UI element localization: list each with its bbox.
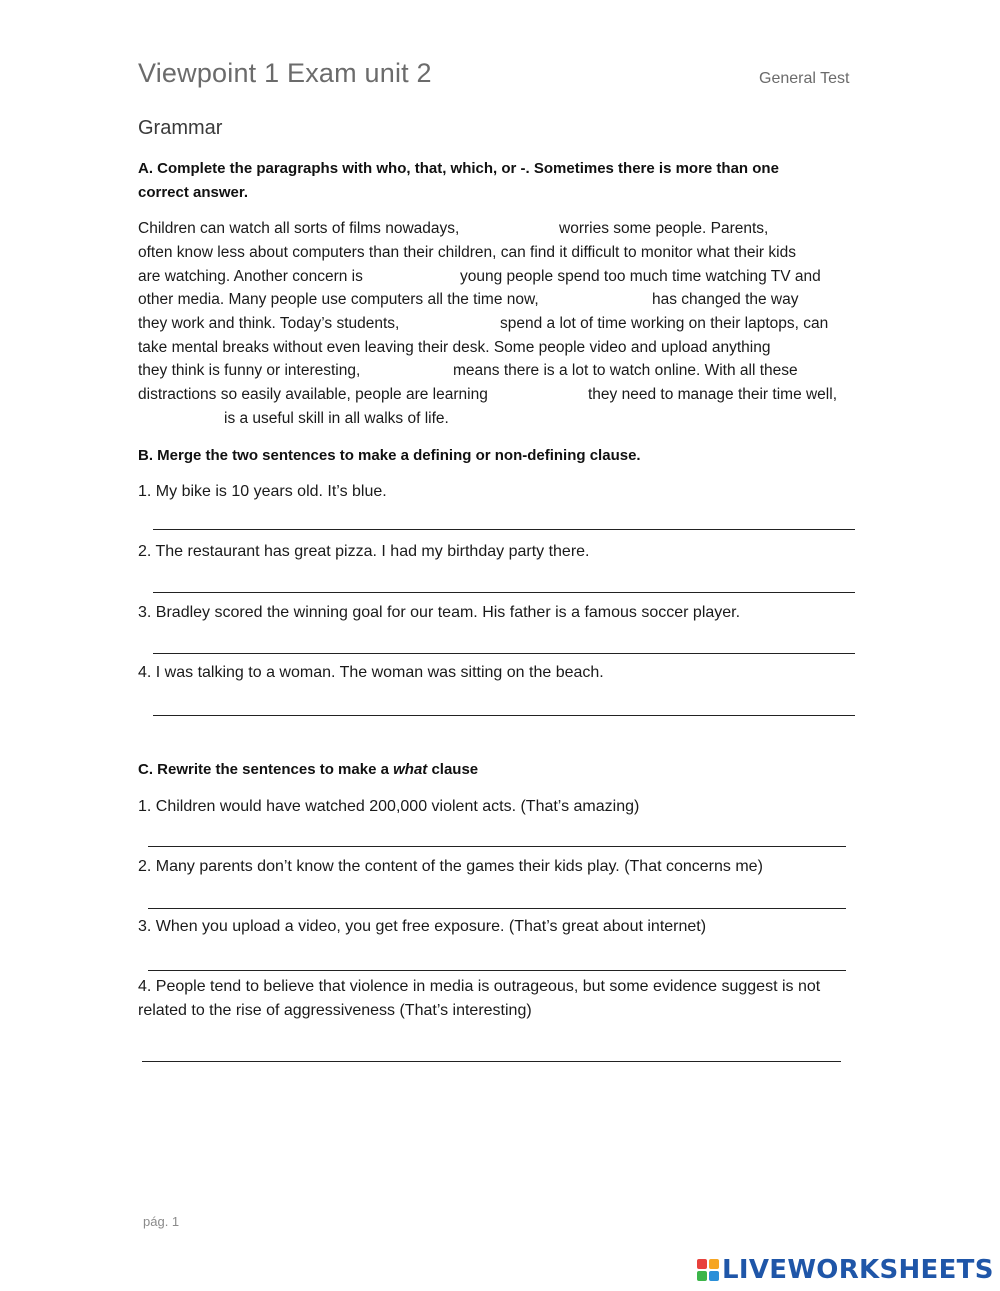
answer-line[interactable] bbox=[148, 846, 846, 847]
paragraph-line: Children can watch all sorts of films nowadays, worries some people. Parents, bbox=[138, 220, 769, 237]
answer-line[interactable] bbox=[148, 970, 846, 971]
answer-line[interactable] bbox=[153, 592, 855, 593]
paragraph-line: they think is funny or interesting, means there is a lot to watch online. With all these bbox=[138, 362, 798, 379]
logo-block bbox=[709, 1259, 719, 1269]
part-b-instruction: B. Merge the two sentences to make a defining or non-defining clause. bbox=[138, 447, 641, 464]
logo-text: LIVEWORKSHEETS bbox=[722, 1255, 994, 1285]
part-c-instruction: C. Rewrite the sentences to make a what clause bbox=[138, 761, 479, 778]
logo-block bbox=[709, 1271, 719, 1281]
answer-line[interactable] bbox=[153, 653, 855, 654]
part-b-question-4: 4. I was talking to a woman. The woman was sitting on the beach. bbox=[138, 664, 604, 681]
liveworksheets-logo bbox=[697, 1255, 994, 1285]
paragraph-line: take mental breaks without even leaving their desk. Some people video and upload anything bbox=[138, 339, 771, 356]
section-heading: Grammar bbox=[138, 117, 223, 139]
part-c-question-1: 1. Children would have watched 200,000 violent acts. (That’s amazing) bbox=[138, 798, 640, 815]
part-b-question-2: 2. The restaurant has great pizza. I had my birthday party there. bbox=[138, 543, 590, 560]
answer-line[interactable] bbox=[153, 529, 855, 530]
logo-block bbox=[697, 1259, 707, 1269]
part-c-question-2: 2. Many parents don’t know the content of the games their kids play. (That concerns me) bbox=[138, 858, 763, 875]
paragraph-line: distractions so easily available, people are learning they need to manage their time well, bbox=[138, 386, 837, 403]
part-a-instruction: A. Complete the paragraphs with who, that, which, or -. Sometimes there is more than one correct answer. bbox=[138, 160, 779, 201]
paragraph-line: are watching. Another concern is young people spend too much time watching TV and bbox=[138, 268, 821, 285]
page-number: pág. 1 bbox=[143, 1214, 180, 1229]
answer-line[interactable] bbox=[153, 715, 855, 716]
document-subtitle: General Test bbox=[759, 70, 850, 87]
paragraph-line: often know less about computers than their children, can find it difficult to monitor what their kids bbox=[138, 244, 796, 261]
paragraph-line: other media. Many people use computers all the time now, has changed the way bbox=[138, 291, 799, 308]
part-b-question-1: 1. My bike is 10 years old. It’s blue. bbox=[138, 483, 387, 500]
part-b-question-3: 3. Bradley scored the winning goal for our team. His father is a famous soccer player. bbox=[138, 604, 741, 621]
answer-line[interactable] bbox=[142, 1061, 841, 1062]
part-c-question-3: 3. When you upload a video, you get free exposure. (That’s great about internet) bbox=[138, 918, 707, 935]
logo-block bbox=[697, 1271, 707, 1281]
part-c-question-4: 4. People tend to believe that violence in media is outrageous, but some evidence suggest is not related to the rise of aggressiveness (That’s interesting) bbox=[138, 978, 821, 1019]
logo-blocks-icon bbox=[697, 1259, 719, 1281]
document-title: Viewpoint 1 Exam unit 2 bbox=[138, 58, 432, 88]
answer-line[interactable] bbox=[148, 908, 846, 909]
paragraph-line: they work and think. Today’s students, spend a lot of time working on their laptops, can bbox=[138, 315, 829, 332]
